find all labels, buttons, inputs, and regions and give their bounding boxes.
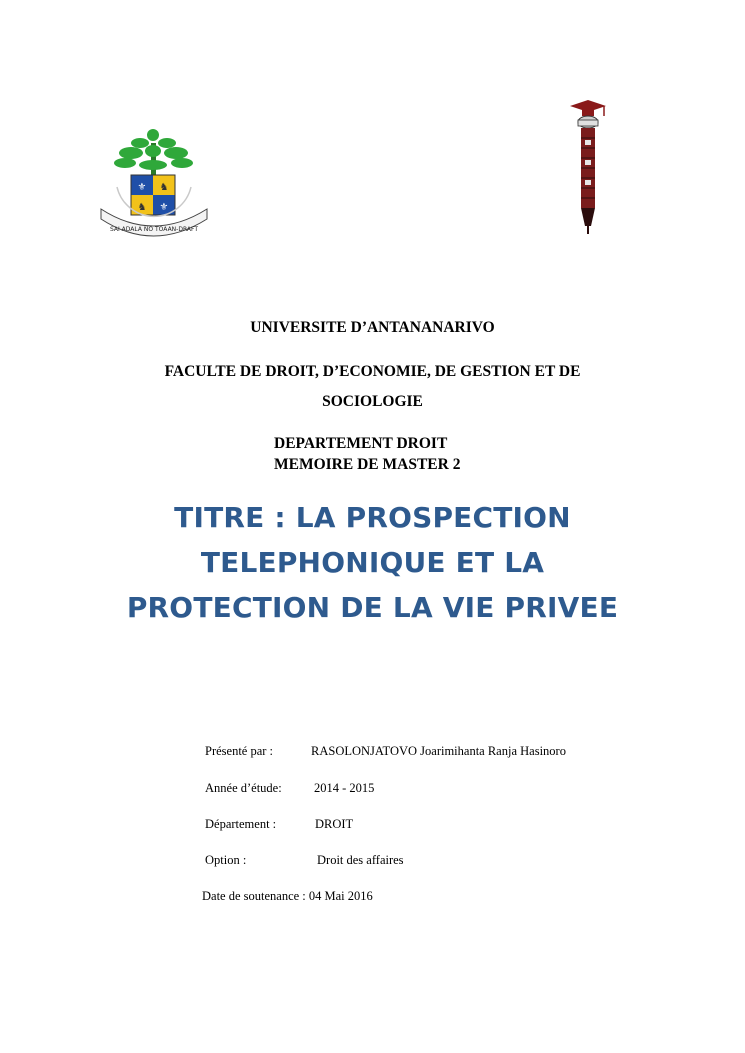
department-heading: DEPARTEMENT DROIT: [274, 435, 448, 452]
presented-by-label: Présenté par :: [205, 744, 274, 758]
university-name: UNIVERSITE D’ANTANANARIVO: [250, 319, 495, 336]
svg-text:⚜: ⚜: [159, 202, 169, 213]
department-value: DROIT: [315, 817, 354, 831]
svg-text:♞: ♞: [159, 182, 169, 193]
emblem-motto: SAI ADALA NO TOAAN-DRAFT: [109, 226, 199, 233]
thesis-title: [0, 495, 745, 630]
year-value: 2014 - 2015: [314, 781, 375, 795]
thesis-title-line1: TITRE : LA PROSPECTION: [174, 501, 571, 534]
department-label: Département :: [205, 817, 277, 831]
thesis-title-line2: TELEPHONIQUE ET LA: [200, 546, 545, 579]
presented-by-value: RASOLONJATOVO Joarimihanta Ranja Hasinoro: [311, 744, 566, 758]
thesis-title-line3: PROTECTION DE LA VIE PRIVEE: [126, 591, 619, 624]
defense-date: Date de soutenance : 04 Mai 2016: [202, 889, 373, 903]
degree-heading: MEMOIRE DE MASTER 2: [274, 456, 461, 473]
faculty-name-line2: SOCIOLOGIE: [322, 393, 423, 410]
svg-text:⚜: ⚜: [137, 182, 147, 193]
faculty-column-crest-icon: [560, 96, 610, 236]
faculty-name-line1: FACULTE DE DROIT, D’ECONOMIE, DE GESTION ET DE: [164, 363, 581, 380]
option-value: Droit des affaires: [317, 853, 404, 867]
university-crest-icon: [95, 125, 213, 255]
svg-text:♞: ♞: [137, 202, 147, 213]
option-label: Option :: [205, 853, 247, 867]
year-label: Année d’étude:: [205, 781, 282, 795]
